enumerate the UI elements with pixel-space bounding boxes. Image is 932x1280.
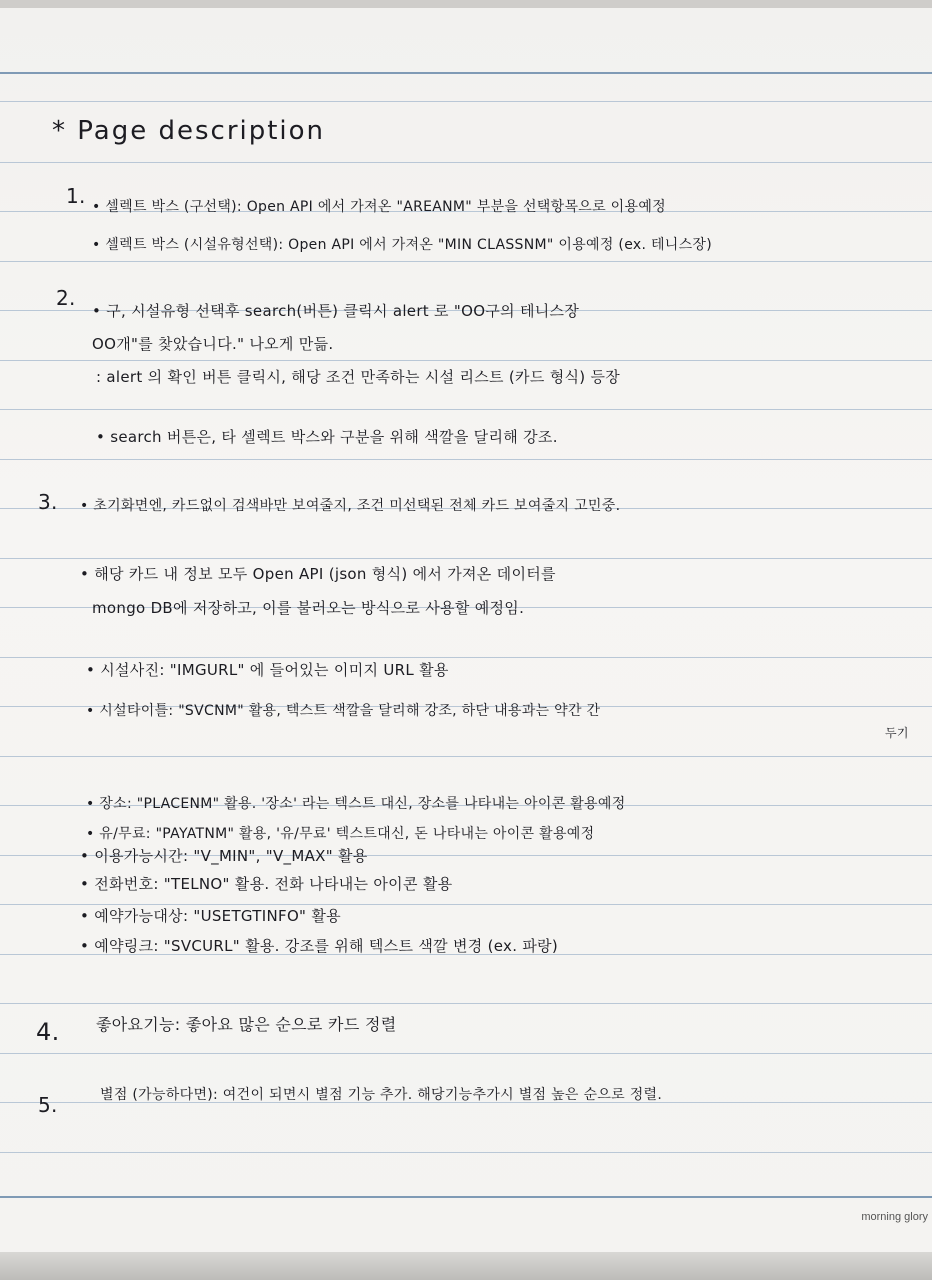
list-item: • 예약링크: "SVCURL" 활용. 강조를 위해 텍스트 색깔 변경 (ex. 파랑) [80, 937, 559, 955]
ruled-line [0, 459, 932, 460]
section-1-line-2: • 셀렉트 박스 (시설유형선택): Open API 에서 가져온 "MIN CLASSNM" 이용예정 (ex. 테니스장) [92, 237, 713, 253]
section-2-line-4: • search 버튼은, 타 셀렉트 박스와 구분을 위해 색깔을 달리해 강조. [96, 428, 558, 446]
list-item: • 전화번호: "TELNO" 활용. 전화 나타내는 아이콘 활용 [80, 875, 453, 893]
section-2-line-2: OO개"를 찾았습니다." 나오게 만듦. [92, 335, 334, 353]
list-item: • 시설타이틀: "SVCNM" 활용, 텍스트 색깔을 달리해 강조, 하단 내용과는 약간 간 [86, 703, 601, 719]
section-2-line-3: : alert 의 확인 버튼 클릭시, 해당 조건 만족하는 시설 리스트 (카드 형식) 등장 [96, 368, 621, 386]
brand-label: morning glory [861, 1211, 928, 1223]
ruled-line [0, 1003, 932, 1004]
page-top-edge [0, 0, 932, 8]
list-item: • 장소: "PLACENM" 활용. '장소' 라는 텍스트 대신, 장소를 나타내는 아이콘 활용예정 [86, 796, 626, 812]
list-item: • 이용가능시간: "V_MIN", "V_MAX" 활용 [80, 847, 368, 865]
ruled-line [0, 1152, 932, 1153]
list-item-overflow: 두기 [885, 726, 909, 740]
section-4-line-1: • 해당 카드 내 정보 모두 Open API (json 형식) 에서 가져온 데이터를 [80, 565, 556, 583]
ruled-line [0, 657, 932, 658]
section-1-number: 1. [66, 184, 86, 208]
section-2-number: 2. [56, 286, 76, 310]
section-3-line-1: • 초기화면엔, 카드없이 검색바만 보여줄지, 조건 미선택된 전체 카드 보여줄지 고민중. [80, 498, 621, 514]
page-title: * Page description [52, 116, 326, 146]
header-rule [0, 72, 932, 74]
section-5-line-1: 좋아요기능: 좋아요 많은 순으로 카드 정렬 [96, 1015, 397, 1034]
section-6-number: 5. [38, 1093, 58, 1117]
ruled-line [0, 409, 932, 410]
ruled-line [0, 1053, 932, 1054]
page-bottom-edge [0, 1252, 932, 1280]
section-4-line-2: mongo DB에 저장하고, 이를 불러오는 방식으로 사용할 예정임. [92, 599, 525, 617]
ruled-line [0, 101, 932, 102]
footer-rule [0, 1196, 932, 1198]
section-2-line-1: • 구, 시설유형 선택후 search(버튼) 클릭시 alert 로 "OO구의 테니스장 [92, 302, 580, 320]
list-item: • 유/무료: "PAYATNM" 활용, '유/무료' 텍스트대신, 돈 나타내는 아이콘 활용예정 [86, 826, 595, 842]
section-5-number: 4. [36, 1018, 60, 1046]
list-item: • 시설사진: "IMGURL" 에 들어있는 이미지 URL 활용 [86, 661, 449, 679]
ruled-line [0, 558, 932, 559]
section-3-number: 3. [38, 490, 58, 514]
section-1-line-1: • 셀렉트 박스 (구선택): Open API 에서 가져온 "AREANM" 부분을 선택항목으로 이용예정 [92, 199, 666, 215]
ruled-line [0, 756, 932, 757]
section-6-line-1: 별점 (가능하다면): 여건이 되면시 별점 기능 추가. 해당기능추가시 별점 높은 순으로 정렬. [100, 1087, 663, 1103]
list-item: • 예약가능대상: "USETGTINFO" 활용 [80, 907, 341, 925]
ruled-line [0, 261, 932, 262]
ruled-line [0, 162, 932, 163]
ruled-line [0, 360, 932, 361]
